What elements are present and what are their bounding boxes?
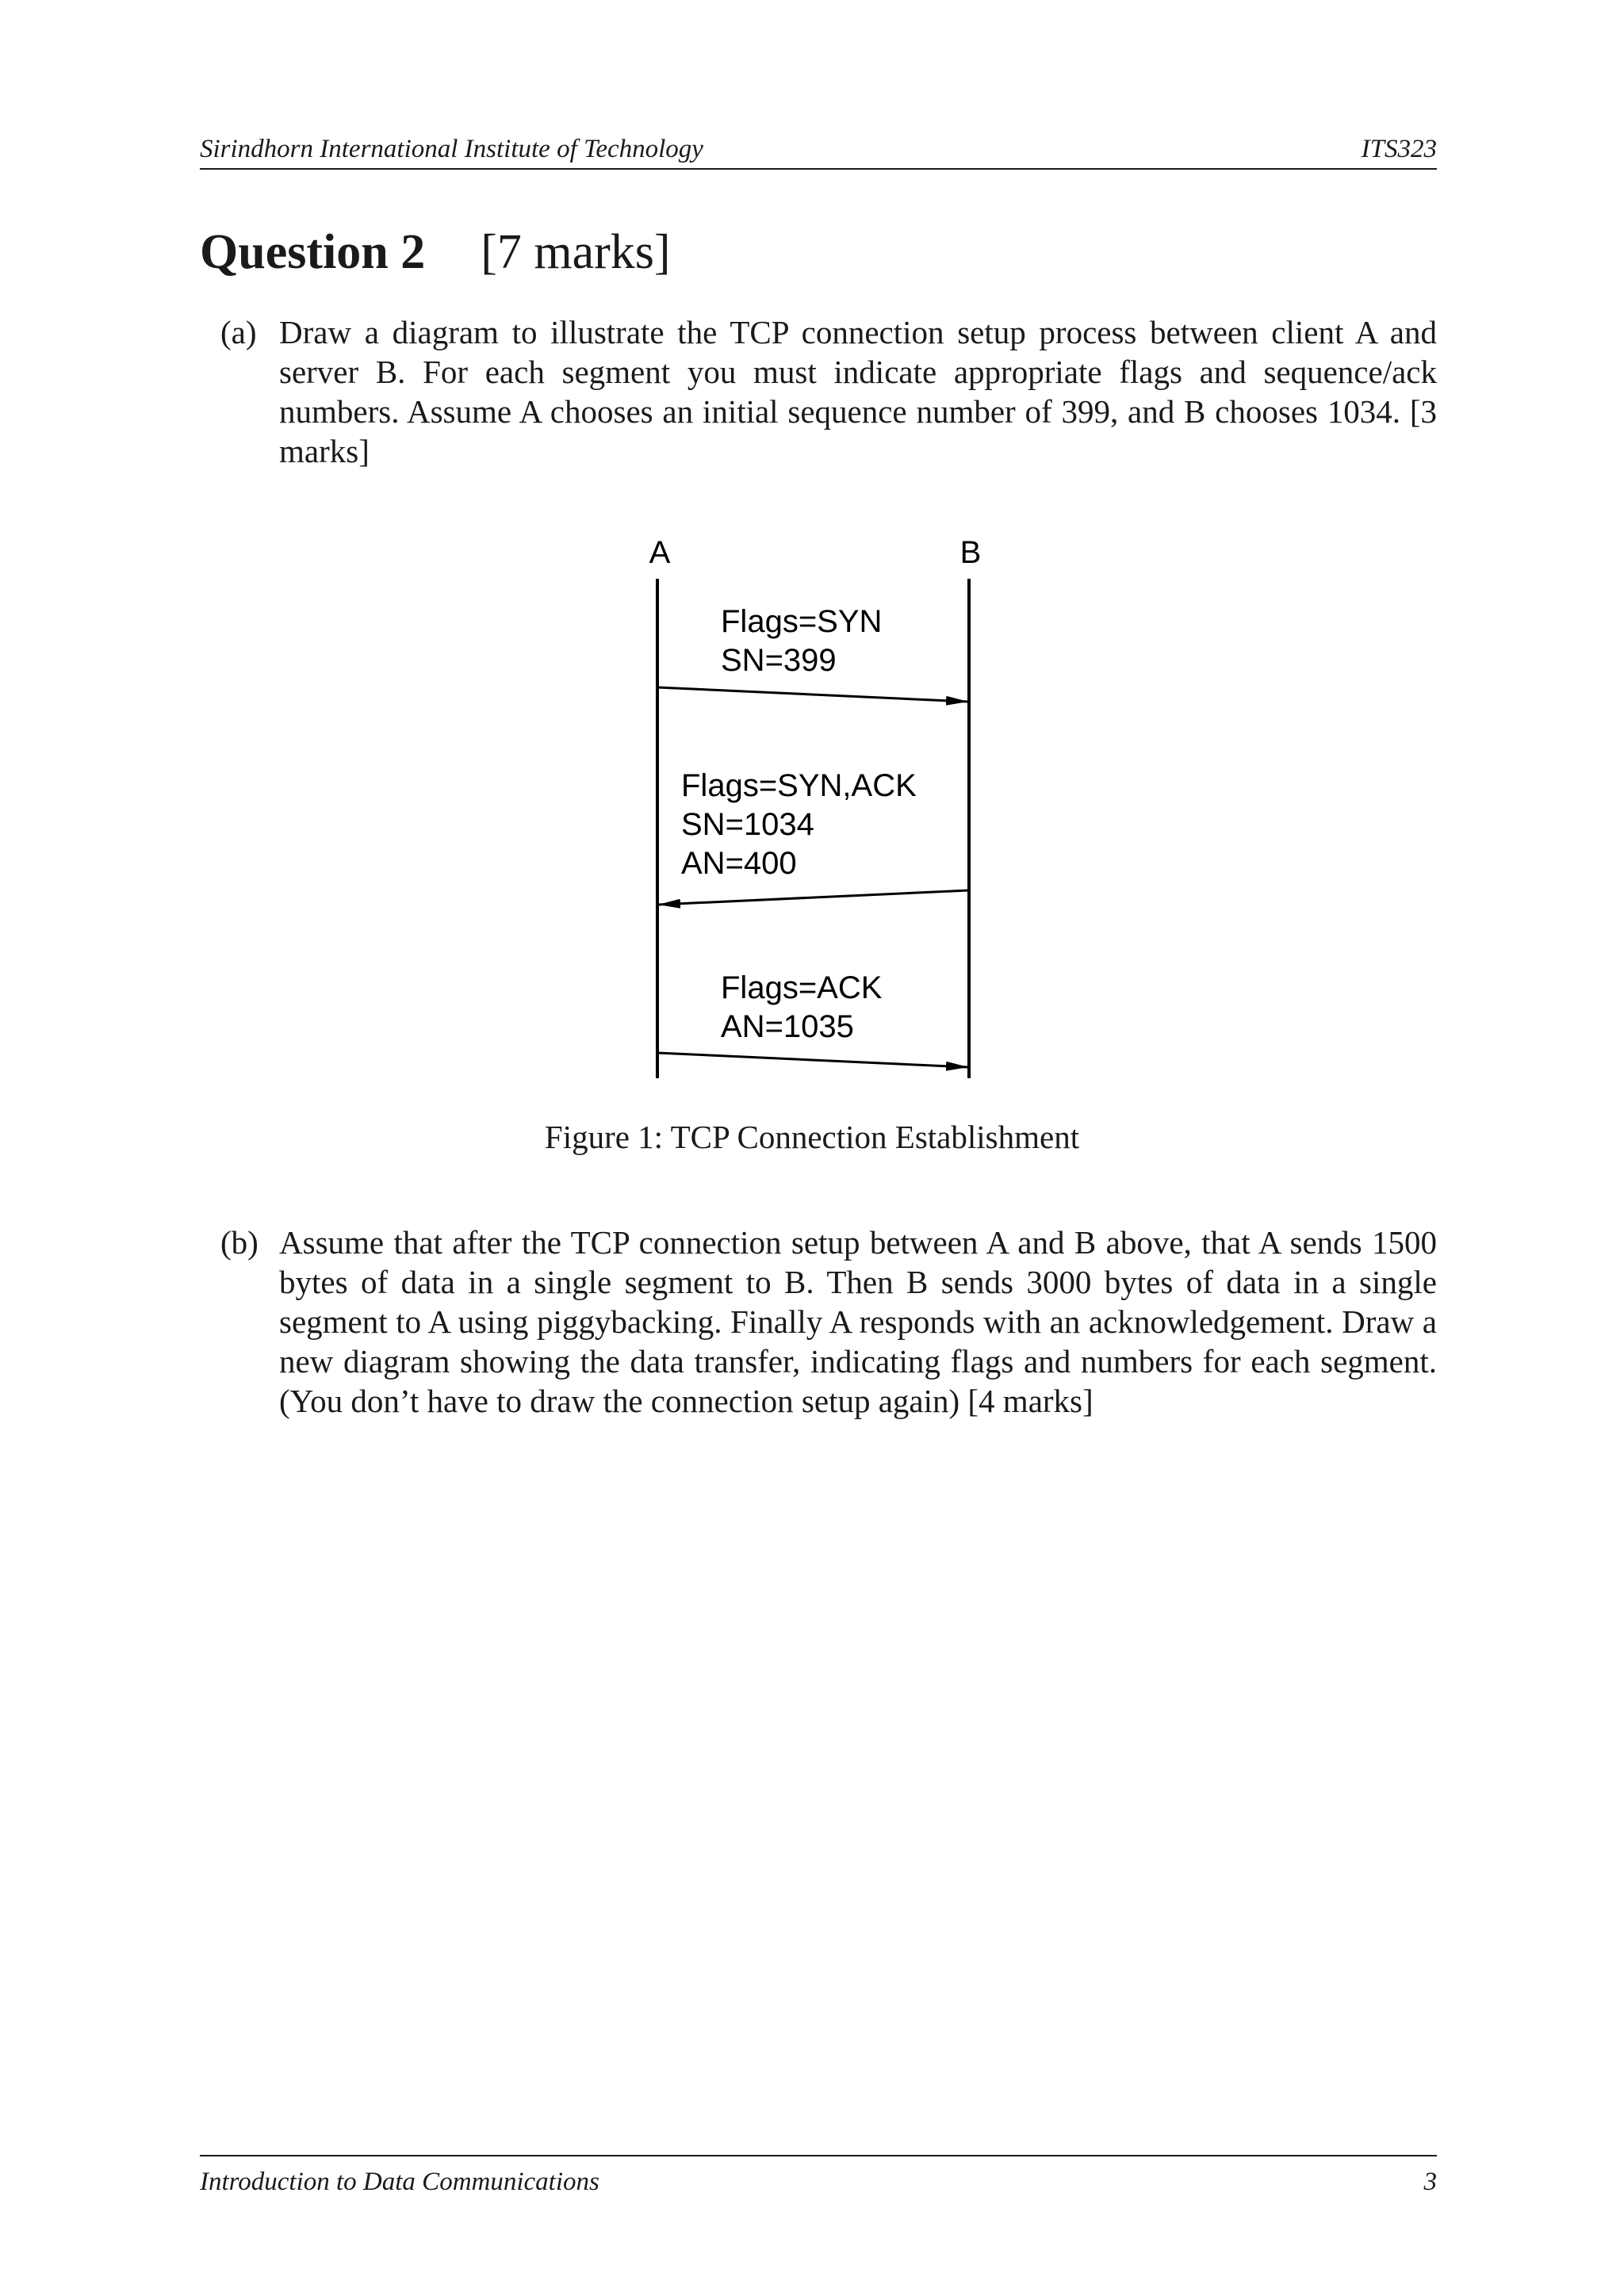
segment-1-arrow xyxy=(657,687,967,702)
part-a xyxy=(220,312,1437,471)
segment-3-an: AN=1035 xyxy=(721,1009,854,1044)
segment-2-flags: Flags=SYN,ACK xyxy=(681,768,917,803)
part-b xyxy=(220,1223,1437,1421)
segment-1-sn: SN=399 xyxy=(721,643,837,678)
segment-3-arrow xyxy=(657,1053,967,1067)
figure-caption: Figure 1: TCP Connection Establishment xyxy=(544,1119,1080,1155)
page-footer xyxy=(200,2155,1437,2204)
course-code: ITS323 xyxy=(1361,135,1437,163)
segment-2-an: AN=400 xyxy=(681,846,797,881)
segment-2-sn: SN=1034 xyxy=(681,807,814,842)
course-title: Introduction to Data Communications xyxy=(200,2168,599,2196)
question-heading xyxy=(200,224,671,281)
part-a-text: Draw a diagram to illustrate the TCP connection setup process between client A and server B. For each segment you must indicate appropriate flags and sequence/ack numbers. Assume A chooses an initial sequence number of 399, and B chooses 1034. [3 marks] xyxy=(279,314,1437,469)
institution-name: Sirindhorn International Institute of Technology xyxy=(200,135,703,163)
part-b-text: Assume that after the TCP connection setup between A and B above, that A sends 1500 bytes of data in a single segment to B. Then B sends 3000 bytes of data in a single segment to A using piggybacking. Finally A responds with an acknowledgement. Draw a new diagram showing the data transfer, indicating flags and numbers for each segment. (You don’t have to draw the connection setup again) [4 marks] xyxy=(279,1224,1437,1419)
host-b-label: B xyxy=(959,535,982,570)
host-a-label: A xyxy=(649,535,671,570)
segment-2-arrow xyxy=(659,890,969,905)
page-number: 3 xyxy=(1423,2168,1437,2196)
question-title: Question 2 xyxy=(200,225,426,279)
part-a-label: (a) xyxy=(220,314,257,350)
sequence-diagram-svg xyxy=(619,533,1031,1088)
tcp-handshake-diagram xyxy=(619,533,1031,1088)
part-b-label: (b) xyxy=(220,1224,259,1261)
segment-1-flags: Flags=SYN xyxy=(721,604,883,639)
page-header xyxy=(200,132,1437,170)
question-marks: [7 marks] xyxy=(481,225,671,279)
segment-3-flags: Flags=ACK xyxy=(721,970,883,1005)
